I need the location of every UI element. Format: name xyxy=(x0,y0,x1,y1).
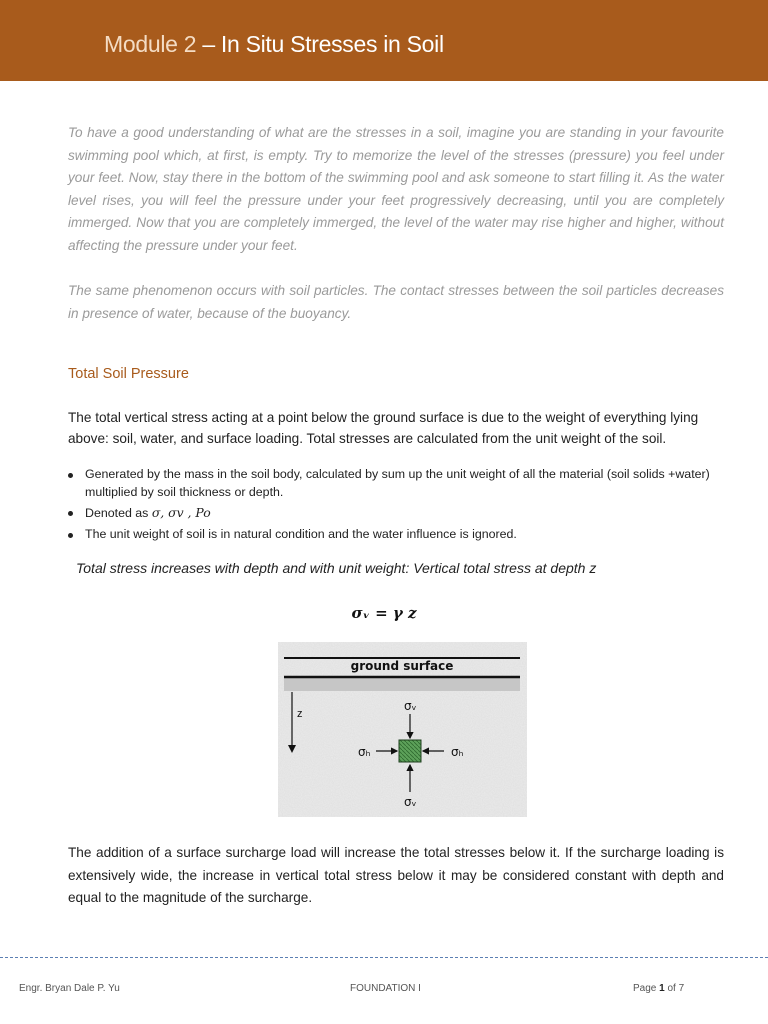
bullet-text-2: Denoted as xyxy=(85,506,152,520)
soil-element xyxy=(399,740,421,762)
sigma-v-top-label: σᵥ xyxy=(404,699,417,713)
page-total: 7 xyxy=(678,983,685,994)
list-item xyxy=(66,466,736,501)
page-header xyxy=(0,0,768,81)
bullet-list xyxy=(66,466,736,546)
surcharge-paragraph: The addition of a surface surcharge load will increase the total stresses below it. If the surcharge loading is extensively wide, the increase in vertical total stress below it may be considered constant with depth and equal to the magnitude of the surcharge. xyxy=(68,845,724,905)
page-label: Page xyxy=(633,983,660,994)
bullet-text-1: Generated by the mass in the soil body, calculated by sum up the unit weight of all the material (soil solids +water) multiplied by soil thickness or depth. xyxy=(85,467,710,499)
depth-label: z xyxy=(297,708,303,720)
footer-course: FOUNDATION I xyxy=(350,983,421,994)
bullet-text-3: The unit weight of soil is in natural condition and the water influence is ignored. xyxy=(85,526,517,541)
footer-page-number xyxy=(633,983,684,994)
footer-author: Engr. Bryan Dale P. Yu xyxy=(19,983,120,994)
page-of: of xyxy=(664,983,679,994)
bullet-icon xyxy=(68,533,73,538)
intro-paragraph-2: The same phenomenon occurs with soil particles. The contact stresses between the soil particles decreases in presence of water, because of the buoyancy. xyxy=(68,283,724,321)
bullet-icon xyxy=(68,473,73,478)
stress-element-diagram xyxy=(278,642,527,817)
title-module-name: – In Situ Stresses in Soil xyxy=(202,31,444,57)
section-heading: Total Soil Pressure xyxy=(68,366,189,382)
total-stress-paragraph: The total vertical stress acting at a point below the ground surface is due to the weight of everything lying above: soil, water, and surface loading. Total stresses are calculated from the unit weight of the soil. xyxy=(68,410,699,446)
ground-band xyxy=(284,678,520,691)
sigma-h-right-label: σₕ xyxy=(451,745,464,759)
footer-divider xyxy=(0,957,768,958)
total-stress-formula: σᵥ = γ z xyxy=(351,604,417,622)
intro-paragraph-1: To have a good understanding of what are the stresses in a soil, imagine you are standing in your favourite swimming pool which, at first, is empty. Try to memorize the level of the stresses (pressure) you feel under your feet. Now, stay there in the bottom of the swimming pool and ask someone to start filling it. As the water level rises, you will feel the pressure under your feet progressively decreasing, until you are completely immerged. Now that you are completely immerged, the level of the water may rise higher and higher, without affecting the pressure under your feet. xyxy=(68,125,724,253)
list-item xyxy=(66,526,736,544)
bullet-icon xyxy=(68,511,73,516)
title-module-number: Module 2 xyxy=(104,31,197,57)
page-current: 1 xyxy=(659,983,665,994)
formula-caption: Total stress increases with depth and with unit weight: Vertical total stress at depth z xyxy=(76,560,597,576)
page-title xyxy=(104,31,444,58)
sigma-v-bottom-label: σᵥ xyxy=(404,795,417,809)
sigma-h-left-label: σₕ xyxy=(358,745,371,759)
bullet-symbols: σ, σv , Po xyxy=(151,505,211,520)
list-item xyxy=(66,504,736,523)
ground-surface-label: ground surface xyxy=(350,659,454,673)
